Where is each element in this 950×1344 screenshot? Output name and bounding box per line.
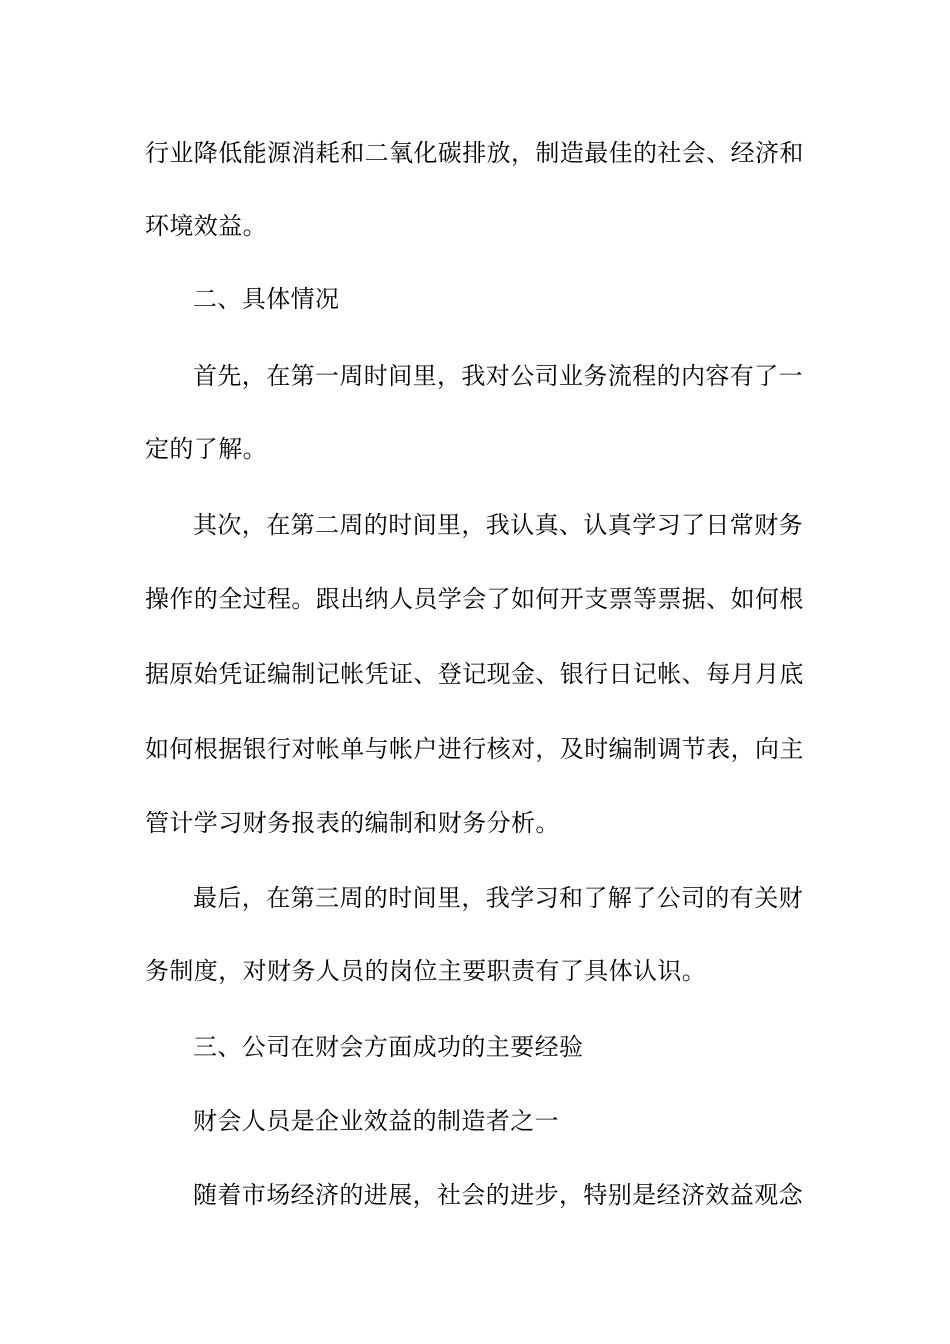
- paragraph-line: 操作的全过程。跟出纳人员学会了如何开支票等票据、如何根: [145, 585, 804, 613]
- paragraph-line: 首先，在第一周时间里，我对公司业务流程的内容有了一: [193, 362, 803, 390]
- paragraph-line: 随着市场经济的进展，社会的进步，特别是经济效益观念: [193, 1181, 803, 1209]
- paragraph-line: 定的了解。: [145, 435, 267, 463]
- paragraph-line: 如何根据银行对帐单与帐户进行核对，及时编制调节表，向主: [145, 735, 804, 763]
- section-heading: 三、公司在财会方面成功的主要经验: [193, 1033, 584, 1061]
- paragraph-line: 环境效益。: [145, 212, 267, 240]
- paragraph-line: 其次，在第二周的时间里，我认真、认真学习了日常财务: [193, 511, 803, 539]
- paragraph-line: 管计学习财务报表的编制和财务分析。: [145, 809, 560, 837]
- paragraph-line: 据原始凭证编制记帐凭证、登记现金、银行日记帐、每月月底: [145, 660, 804, 688]
- paragraph-line: 务制度，对财务人员的岗位主要职责有了具体认识。: [145, 957, 707, 985]
- section-heading: 二、具体情况: [193, 285, 340, 313]
- paragraph-line: 最后，在第三周的时间里，我学习和了解了公司的有关财: [193, 884, 803, 912]
- subheading: 财会人员是企业效益的制造者之一: [193, 1107, 559, 1135]
- paragraph-line: 行业降低能源消耗和二氧化碳排放，制造最佳的社会、经济和: [145, 139, 804, 167]
